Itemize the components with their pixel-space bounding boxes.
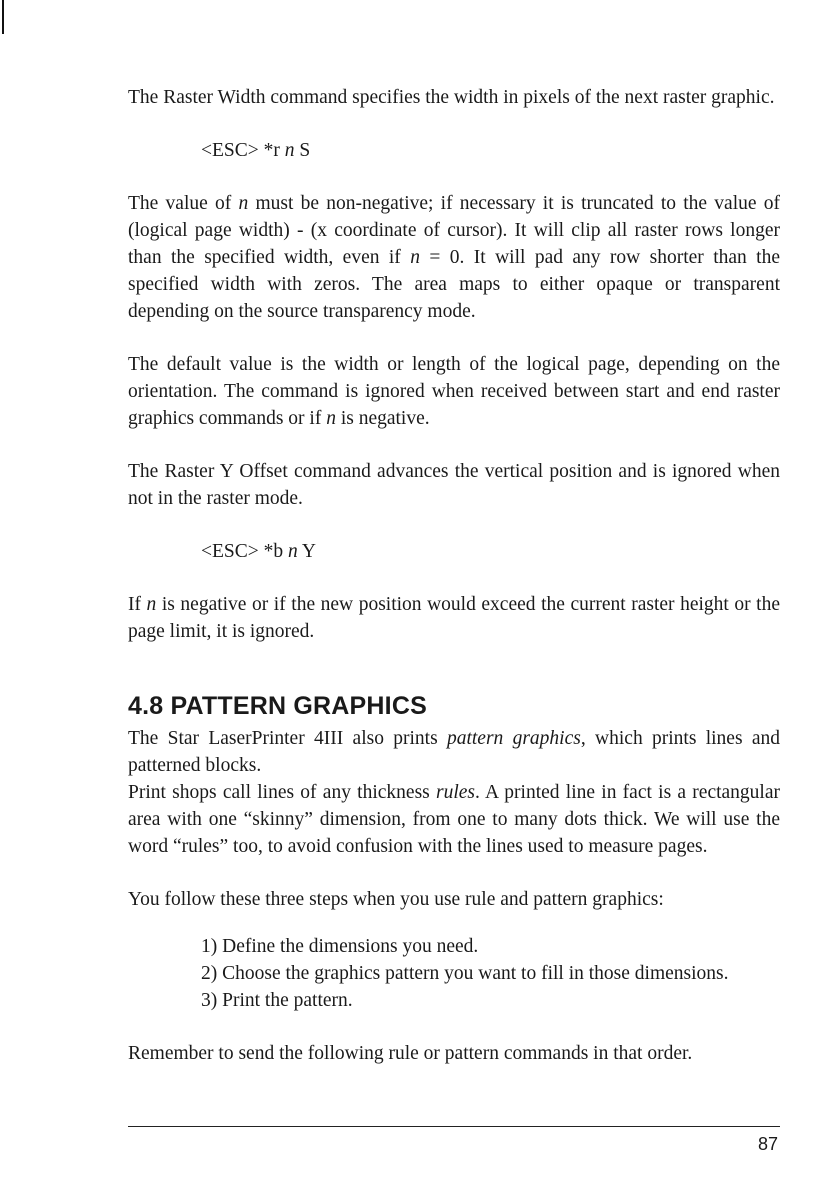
steps-intro: You follow these three steps when you use rule and pattern graphics:: [128, 889, 664, 910]
raster-width-value-paragraph: The value of n must be non-negative; if necessary it is truncated to the value of (logical page width) - (x coordinate of cursor). It will clip all raster rows longer than the specified width, even if n = 0. It will pad any row shorter than the specified width with zeros. The area maps to either opaque or transparent depending on the source transparency mode.: [128, 193, 780, 322]
pattern-graphics-intro: The Star LaserPrinter 4III also prints pattern graphics, which prints lines and patterned blocks.: [128, 728, 780, 776]
raster-y-offset-intro: The Raster Y Offset command advances the vertical position and is ignored when not in the raster mode.: [128, 461, 780, 509]
raster-y-offset-command: <ESC> *b n Y: [201, 541, 316, 562]
footer-rule: [128, 1126, 780, 1127]
raster-width-intro: The Raster Width command specifies the width in pixels of the next raster graphic.: [128, 87, 775, 108]
step-item: 2) Choose the graphics pattern you want to fill in those dimensions.: [201, 963, 729, 984]
section-heading: 4.8 PATTERN GRAPHICS: [128, 692, 427, 720]
raster-width-default-paragraph: The default value is the width or length of the logical page, depending on the orientation. The command is ignored when received between start and end raster graphics commands or if n is negative.: [128, 354, 780, 429]
rules-paragraph: Print shops call lines of any thickness rules. A printed line in fact is a rectangular area with one “skinny” dimension, from one to many dots thick. We will use the word “rules” too, to avoid confusion with the lines used to measure pages.: [128, 782, 780, 857]
raster-width-command: <ESC> *r n S: [201, 140, 311, 161]
step-item: 3) Print the pattern.: [201, 990, 353, 1011]
closing-paragraph: Remember to send the following rule or pattern commands in that order.: [128, 1043, 693, 1064]
scan-edge-mark: [2, 0, 4, 34]
steps-list: [201, 933, 780, 1014]
page-content: [128, 84, 780, 1067]
step-item: 1) Define the dimensions you need.: [201, 936, 479, 957]
page-number: 87: [757, 1134, 778, 1154]
raster-y-offset-paragraph: If n is negative or if the new position would exceed the current raster height or the page limit, it is ignored.: [128, 594, 780, 642]
